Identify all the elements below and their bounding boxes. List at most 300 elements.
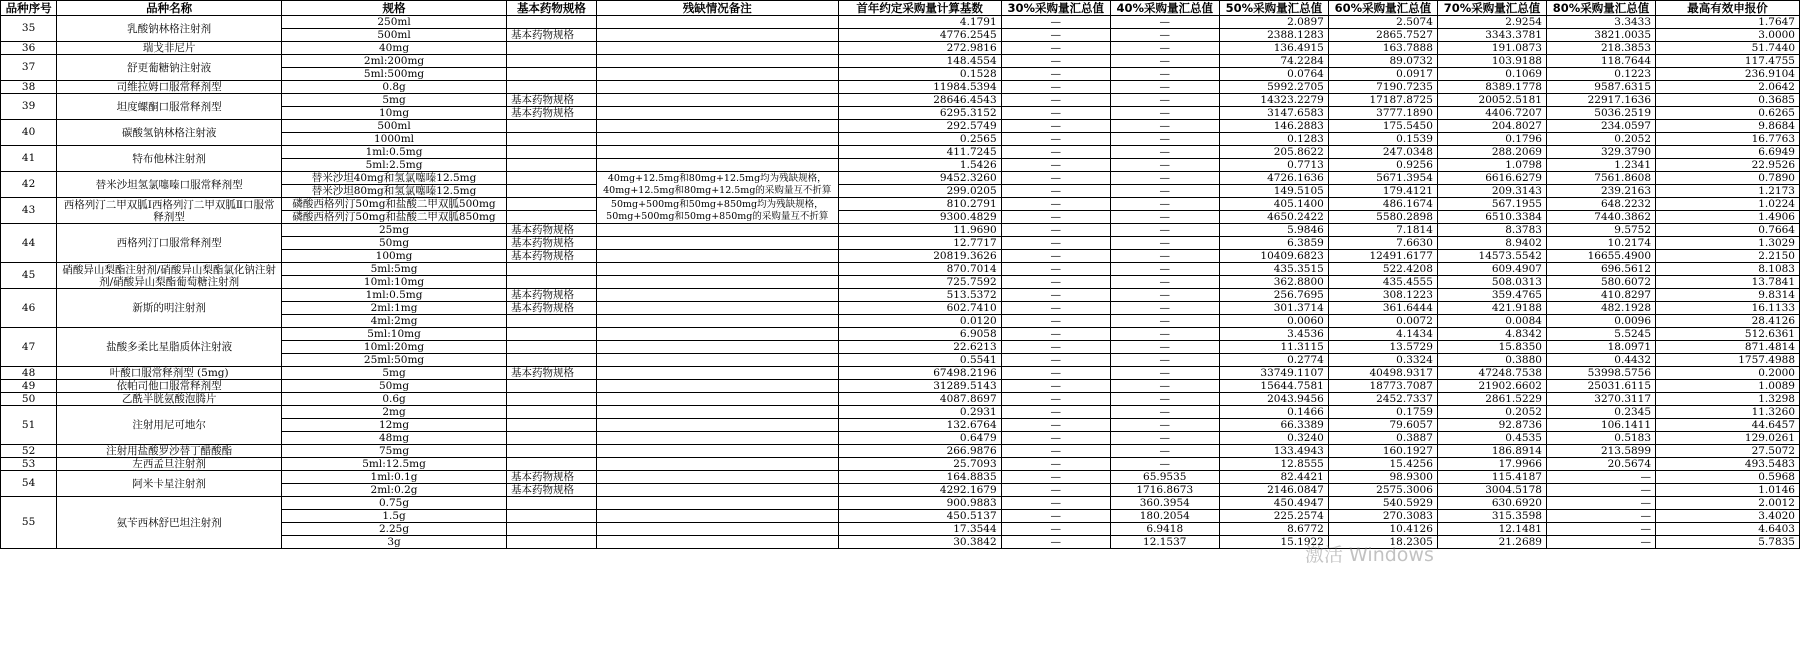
item-number-cell: 48: [1, 367, 57, 380]
base-quantity-cell: 6295.3152: [838, 107, 1001, 120]
basic-spec-cell: [506, 458, 596, 471]
quantity-60-cell: 540.5929: [1328, 497, 1437, 510]
spec-cell: 5mg: [282, 94, 507, 107]
quantity-60-cell: 2.5074: [1328, 16, 1437, 29]
basic-spec-cell: 基本药物规格: [506, 107, 596, 120]
max-price-cell: 1757.4988: [1656, 354, 1800, 367]
quantity-60-cell: 5671.3954: [1328, 172, 1437, 185]
quantity-60-cell: 40498.9317: [1328, 367, 1437, 380]
quantity-70-cell: 4.8342: [1437, 328, 1546, 341]
drug-name-cell: 乙酰半胱氨酸泡腾片: [57, 393, 282, 406]
spec-cell: 10mg: [282, 107, 507, 120]
base-quantity-cell: 20819.3626: [838, 250, 1001, 263]
base-quantity-cell: 272.9816: [838, 42, 1001, 55]
quantity-60-cell: 2575.3006: [1328, 484, 1437, 497]
quantity-40-cell: —: [1110, 107, 1219, 120]
quantity-80-cell: 20.5674: [1546, 458, 1655, 471]
windows-activation-watermark: 激活 Windows: [1305, 544, 1434, 566]
shortage-note-cell: [596, 289, 838, 302]
basic-spec-cell: [506, 497, 596, 510]
basic-spec-cell: 基本药物规格: [506, 94, 596, 107]
quantity-70-cell: 21.2689: [1437, 536, 1546, 549]
table-row: [1, 120, 1800, 133]
shortage-note-cell: [596, 341, 838, 354]
max-price-cell: 236.9104: [1656, 68, 1800, 81]
basic-spec-cell: [506, 419, 596, 432]
shortage-note-cell: [596, 367, 838, 380]
quantity-50-cell: 15.1922: [1219, 536, 1328, 549]
table-row: [1, 367, 1800, 380]
max-price-cell: 0.7890: [1656, 172, 1800, 185]
quantity-30-cell: —: [1001, 250, 1110, 263]
quantity-30-cell: —: [1001, 510, 1110, 523]
base-quantity-cell: 4776.2545: [838, 29, 1001, 42]
spec-cell: 5ml:12.5mg: [282, 458, 507, 471]
table-row: [1, 198, 1800, 211]
spec-cell: 3g: [282, 536, 507, 549]
table-row: [1, 172, 1800, 185]
quantity-60-cell: 522.4208: [1328, 263, 1437, 276]
spec-cell: 40mg: [282, 42, 507, 55]
quantity-80-cell: 648.2232: [1546, 198, 1655, 211]
spec-cell: 替米沙坦80mg和氢氯噻嗪12.5mg: [282, 185, 507, 198]
basic-spec-cell: [506, 198, 596, 211]
quantity-40-cell: —: [1110, 302, 1219, 315]
basic-spec-cell: [506, 172, 596, 185]
spec-cell: 5ml:500mg: [282, 68, 507, 81]
quantity-70-cell: 0.1796: [1437, 133, 1546, 146]
shortage-note-cell: [596, 16, 838, 29]
max-price-cell: 3.0000: [1656, 29, 1800, 42]
quantity-60-cell: 160.1927: [1328, 445, 1437, 458]
quantity-50-cell: 3147.6583: [1219, 107, 1328, 120]
drug-name-cell: 司维拉姆口服常释剂型: [57, 81, 282, 94]
drug-name-cell: 阿米卡星注射剂: [57, 471, 282, 497]
table-row: [1, 81, 1800, 94]
quantity-80-cell: 0.2345: [1546, 406, 1655, 419]
quantity-30-cell: —: [1001, 55, 1110, 68]
basic-spec-cell: [506, 536, 596, 549]
quantity-80-cell: 213.5899: [1546, 445, 1655, 458]
quantity-30-cell: —: [1001, 172, 1110, 185]
max-price-cell: 13.7841: [1656, 276, 1800, 289]
quantity-30-cell: —: [1001, 107, 1110, 120]
item-number-cell: 37: [1, 55, 57, 81]
quantity-80-cell: 18.0971: [1546, 341, 1655, 354]
drug-name-cell: 左西孟旦注射剂: [57, 458, 282, 471]
quantity-60-cell: 17187.8725: [1328, 94, 1437, 107]
column-header: 规格: [282, 1, 507, 16]
shortage-note-cell: [596, 432, 838, 445]
quantity-60-cell: 435.4555: [1328, 276, 1437, 289]
quantity-30-cell: —: [1001, 484, 1110, 497]
max-price-cell: 16.1133: [1656, 302, 1800, 315]
spec-cell: 0.8g: [282, 81, 507, 94]
spec-cell: 1000ml: [282, 133, 507, 146]
quantity-30-cell: —: [1001, 471, 1110, 484]
column-header: 基本药物规格: [506, 1, 596, 16]
max-price-cell: 871.4814: [1656, 341, 1800, 354]
quantity-30-cell: —: [1001, 16, 1110, 29]
drug-name-cell: 注射用盐酸罗沙替丁醋酸酯: [57, 445, 282, 458]
quantity-50-cell: 225.2574: [1219, 510, 1328, 523]
spec-cell: 100mg: [282, 250, 507, 263]
spec-cell: 2ml:1mg: [282, 302, 507, 315]
quantity-30-cell: —: [1001, 367, 1110, 380]
item-number-cell: 47: [1, 328, 57, 367]
quantity-40-cell: —: [1110, 406, 1219, 419]
max-price-cell: 129.0261: [1656, 432, 1800, 445]
spec-cell: 2mg: [282, 406, 507, 419]
quantity-40-cell: —: [1110, 289, 1219, 302]
spec-cell: 50mg: [282, 380, 507, 393]
item-number-cell: 54: [1, 471, 57, 497]
quantity-80-cell: 7440.3862: [1546, 211, 1655, 224]
spec-cell: 磷酸西格列汀50mg和盐酸二甲双胍850mg: [282, 211, 507, 224]
table-row: [1, 94, 1800, 107]
quantity-60-cell: 13.5729: [1328, 341, 1437, 354]
quantity-40-cell: —: [1110, 94, 1219, 107]
quantity-60-cell: 12491.6177: [1328, 250, 1437, 263]
column-header: 60%采购量汇总值: [1328, 1, 1437, 16]
base-quantity-cell: 4292.1679: [838, 484, 1001, 497]
base-quantity-cell: 164.8835: [838, 471, 1001, 484]
max-price-cell: 117.4755: [1656, 55, 1800, 68]
quantity-60-cell: 5580.2898: [1328, 211, 1437, 224]
quantity-80-cell: 3821.0035: [1546, 29, 1655, 42]
spec-cell: 12mg: [282, 419, 507, 432]
column-header: 首年约定采购量计算基数: [838, 1, 1001, 16]
quantity-70-cell: 14573.5542: [1437, 250, 1546, 263]
table-row: [1, 380, 1800, 393]
shortage-note-cell: [596, 510, 838, 523]
quantity-50-cell: 82.4421: [1219, 471, 1328, 484]
max-price-cell: 22.9526: [1656, 159, 1800, 172]
max-price-cell: 1.3029: [1656, 237, 1800, 250]
table-row: [1, 263, 1800, 276]
spec-cell: 0.6g: [282, 393, 507, 406]
shortage-note-cell: [596, 250, 838, 263]
base-quantity-cell: 9452.3260: [838, 172, 1001, 185]
quantity-30-cell: —: [1001, 328, 1110, 341]
quantity-50-cell: 3.4536: [1219, 328, 1328, 341]
quantity-40-cell: —: [1110, 263, 1219, 276]
basic-spec-cell: [506, 445, 596, 458]
quantity-30-cell: —: [1001, 406, 1110, 419]
shortage-note-cell: [596, 523, 838, 536]
basic-spec-cell: [506, 328, 596, 341]
spec-cell: 25ml:50mg: [282, 354, 507, 367]
spec-cell: 10ml:10mg: [282, 276, 507, 289]
quantity-40-cell: —: [1110, 29, 1219, 42]
quantity-50-cell: 405.1400: [1219, 198, 1328, 211]
quantity-70-cell: 12.1481: [1437, 523, 1546, 536]
spec-cell: 1ml:0.1g: [282, 471, 507, 484]
max-price-cell: 4.6403: [1656, 523, 1800, 536]
basic-spec-cell: [506, 315, 596, 328]
quantity-50-cell: 256.7695: [1219, 289, 1328, 302]
drug-name-cell: 坦度螺酮口服常释剂型: [57, 94, 282, 120]
quantity-50-cell: 14323.2279: [1219, 94, 1328, 107]
quantity-80-cell: 239.2163: [1546, 185, 1655, 198]
spec-cell: 4ml:2mg: [282, 315, 507, 328]
quantity-30-cell: —: [1001, 458, 1110, 471]
quantity-80-cell: 7561.8608: [1546, 172, 1655, 185]
shortage-note-cell: [596, 328, 838, 341]
spec-cell: 5ml:2.5mg: [282, 159, 507, 172]
item-number-cell: 52: [1, 445, 57, 458]
shortage-note-cell: [596, 224, 838, 237]
spec-cell: 500ml: [282, 120, 507, 133]
quantity-60-cell: 10.4126: [1328, 523, 1437, 536]
item-number-cell: 40: [1, 120, 57, 146]
quantity-40-cell: —: [1110, 432, 1219, 445]
base-quantity-cell: 4.1791: [838, 16, 1001, 29]
quantity-70-cell: 630.6920: [1437, 497, 1546, 510]
quantity-30-cell: —: [1001, 341, 1110, 354]
shortage-note-cell: [596, 276, 838, 289]
item-number-cell: 35: [1, 16, 57, 42]
quantity-40-cell: —: [1110, 354, 1219, 367]
drug-name-cell: 新斯的明注射剂: [57, 289, 282, 328]
quantity-50-cell: 0.0764: [1219, 68, 1328, 81]
table-row: [1, 328, 1800, 341]
spec-cell: 5ml:10mg: [282, 328, 507, 341]
quantity-50-cell: 4650.2422: [1219, 211, 1328, 224]
spec-cell: 50mg: [282, 237, 507, 250]
spec-cell: 2.25g: [282, 523, 507, 536]
table-row: [1, 55, 1800, 68]
base-quantity-cell: 513.5372: [838, 289, 1001, 302]
quantity-40-cell: —: [1110, 198, 1219, 211]
basic-spec-cell: [506, 380, 596, 393]
max-price-cell: 11.3260: [1656, 406, 1800, 419]
quantity-30-cell: —: [1001, 523, 1110, 536]
base-quantity-cell: 292.5749: [838, 120, 1001, 133]
quantity-30-cell: —: [1001, 237, 1110, 250]
max-price-cell: 1.2173: [1656, 185, 1800, 198]
drug-name-cell: 西格列汀口服常释剂型: [57, 224, 282, 263]
drug-name-cell: 特布他林注射剂: [57, 146, 282, 172]
spec-cell: 1ml:0.5mg: [282, 289, 507, 302]
table-row: [1, 393, 1800, 406]
shortage-note-cell: [596, 55, 838, 68]
basic-spec-cell: 基本药物规格: [506, 471, 596, 484]
quantity-50-cell: 0.1466: [1219, 406, 1328, 419]
quantity-60-cell: 7190.7235: [1328, 81, 1437, 94]
quantity-40-cell: —: [1110, 211, 1219, 224]
quantity-40-cell: 65.9535: [1110, 471, 1219, 484]
quantity-70-cell: 0.1069: [1437, 68, 1546, 81]
basic-spec-cell: [506, 146, 596, 159]
base-quantity-cell: 30.3842: [838, 536, 1001, 549]
base-quantity-cell: 0.2565: [838, 133, 1001, 146]
quantity-50-cell: 4726.1636: [1219, 172, 1328, 185]
quantity-40-cell: —: [1110, 328, 1219, 341]
quantity-60-cell: 361.6444: [1328, 302, 1437, 315]
quantity-70-cell: 2.9254: [1437, 16, 1546, 29]
base-quantity-cell: 0.5541: [838, 354, 1001, 367]
base-quantity-cell: 299.0205: [838, 185, 1001, 198]
drug-name-cell: 舒更葡糖钠注射液: [57, 55, 282, 81]
quantity-40-cell: 180.2054: [1110, 510, 1219, 523]
quantity-80-cell: 410.8297: [1546, 289, 1655, 302]
base-quantity-cell: 132.6764: [838, 419, 1001, 432]
max-price-cell: 51.7440: [1656, 42, 1800, 55]
quantity-70-cell: 1.0798: [1437, 159, 1546, 172]
quantity-40-cell: —: [1110, 185, 1219, 198]
quantity-70-cell: 8389.1778: [1437, 81, 1546, 94]
quantity-60-cell: 2452.7337: [1328, 393, 1437, 406]
quantity-70-cell: 6510.3384: [1437, 211, 1546, 224]
basic-spec-cell: [506, 354, 596, 367]
quantity-60-cell: 0.3324: [1328, 354, 1437, 367]
quantity-50-cell: 2.0897: [1219, 16, 1328, 29]
quantity-80-cell: 482.1928: [1546, 302, 1655, 315]
quantity-60-cell: 18.2305: [1328, 536, 1437, 549]
shortage-note-cell: [596, 406, 838, 419]
drug-name-cell: 依帕司他口服常释剂型: [57, 380, 282, 393]
quantity-80-cell: 106.1411: [1546, 419, 1655, 432]
quantity-60-cell: 7.1814: [1328, 224, 1437, 237]
quantity-30-cell: —: [1001, 29, 1110, 42]
quantity-70-cell: 191.0873: [1437, 42, 1546, 55]
quantity-70-cell: 6616.6279: [1437, 172, 1546, 185]
table-row: [1, 146, 1800, 159]
basic-spec-cell: [506, 42, 596, 55]
quantity-50-cell: 5.9846: [1219, 224, 1328, 237]
quantity-80-cell: —: [1546, 471, 1655, 484]
quantity-60-cell: 3777.1890: [1328, 107, 1437, 120]
max-price-cell: 3.4020: [1656, 510, 1800, 523]
quantity-50-cell: 0.7713: [1219, 159, 1328, 172]
basic-spec-cell: 基本药物规格: [506, 367, 596, 380]
item-number-cell: 44: [1, 224, 57, 263]
quantity-30-cell: —: [1001, 393, 1110, 406]
quantity-30-cell: —: [1001, 68, 1110, 81]
column-header: 70%采购量汇总值: [1437, 1, 1546, 16]
basic-spec-cell: 基本药物规格: [506, 484, 596, 497]
quantity-80-cell: 696.5612: [1546, 263, 1655, 276]
quantity-80-cell: —: [1546, 510, 1655, 523]
max-price-cell: 28.4126: [1656, 315, 1800, 328]
shortage-note-cell: [596, 419, 838, 432]
quantity-50-cell: 136.4915: [1219, 42, 1328, 55]
basic-spec-cell: [506, 120, 596, 133]
quantity-50-cell: 362.8800: [1219, 276, 1328, 289]
quantity-50-cell: 66.3389: [1219, 419, 1328, 432]
quantity-30-cell: —: [1001, 185, 1110, 198]
max-price-cell: 1.0146: [1656, 484, 1800, 497]
quantity-80-cell: —: [1546, 536, 1655, 549]
spec-cell: 5mg: [282, 367, 507, 380]
table-row: [1, 224, 1800, 237]
quantity-30-cell: —: [1001, 94, 1110, 107]
base-quantity-cell: 1.5426: [838, 159, 1001, 172]
quantity-50-cell: 0.3240: [1219, 432, 1328, 445]
quantity-60-cell: 2865.7527: [1328, 29, 1437, 42]
quantity-50-cell: 12.8555: [1219, 458, 1328, 471]
spec-cell: 25mg: [282, 224, 507, 237]
quantity-80-cell: 118.7644: [1546, 55, 1655, 68]
max-price-cell: 16.7763: [1656, 133, 1800, 146]
base-quantity-cell: 411.7245: [838, 146, 1001, 159]
item-number-cell: 41: [1, 146, 57, 172]
column-header: 品种序号: [1, 1, 57, 16]
column-header: 50%采购量汇总值: [1219, 1, 1328, 16]
quantity-70-cell: 8.9402: [1437, 237, 1546, 250]
basic-spec-cell: [506, 263, 596, 276]
quantity-40-cell: —: [1110, 16, 1219, 29]
item-number-cell: 38: [1, 81, 57, 94]
quantity-80-cell: 0.2052: [1546, 133, 1655, 146]
quantity-40-cell: —: [1110, 250, 1219, 263]
quantity-30-cell: —: [1001, 146, 1110, 159]
spec-cell: 2ml:200mg: [282, 55, 507, 68]
quantity-50-cell: 146.2883: [1219, 120, 1328, 133]
spec-cell: 1ml:0.5mg: [282, 146, 507, 159]
quantity-70-cell: 0.2052: [1437, 406, 1546, 419]
basic-spec-cell: 基本药物规格: [506, 237, 596, 250]
base-quantity-cell: 0.0120: [838, 315, 1001, 328]
base-quantity-cell: 870.7014: [838, 263, 1001, 276]
column-header: 残缺情况备注: [596, 1, 838, 16]
quantity-70-cell: 209.3143: [1437, 185, 1546, 198]
quantity-60-cell: 308.1223: [1328, 289, 1437, 302]
spec-cell: 75mg: [282, 445, 507, 458]
drug-name-cell: 西格列汀二甲双胍Ⅰ西格列汀二甲双胍Ⅱ口服常释剂型: [57, 198, 282, 224]
quantity-60-cell: 0.3887: [1328, 432, 1437, 445]
item-number-cell: 53: [1, 458, 57, 471]
shortage-note-cell: [596, 445, 838, 458]
quantity-60-cell: 7.6630: [1328, 237, 1437, 250]
quantity-80-cell: —: [1546, 523, 1655, 536]
quantity-80-cell: 22917.1636: [1546, 94, 1655, 107]
max-price-cell: 0.5968: [1656, 471, 1800, 484]
basic-spec-cell: [506, 276, 596, 289]
quantity-40-cell: —: [1110, 367, 1219, 380]
quantity-70-cell: 359.4765: [1437, 289, 1546, 302]
base-quantity-cell: 450.5137: [838, 510, 1001, 523]
base-quantity-cell: 0.6479: [838, 432, 1001, 445]
quantity-30-cell: —: [1001, 133, 1110, 146]
quantity-80-cell: 16655.4900: [1546, 250, 1655, 263]
quantity-30-cell: —: [1001, 289, 1110, 302]
quantity-30-cell: —: [1001, 380, 1110, 393]
quantity-80-cell: 5.5245: [1546, 328, 1655, 341]
shortage-note-cell: [596, 42, 838, 55]
base-quantity-cell: 0.2931: [838, 406, 1001, 419]
basic-spec-cell: 基本药物规格: [506, 250, 596, 263]
quantity-40-cell: —: [1110, 55, 1219, 68]
item-number-cell: 55: [1, 497, 57, 549]
quantity-40-cell: —: [1110, 315, 1219, 328]
quantity-60-cell: 15.4256: [1328, 458, 1437, 471]
quantity-40-cell: —: [1110, 224, 1219, 237]
item-number-cell: 46: [1, 289, 57, 328]
table-row: [1, 406, 1800, 419]
quantity-50-cell: 0.2774: [1219, 354, 1328, 367]
basic-spec-cell: [506, 55, 596, 68]
base-quantity-cell: 725.7592: [838, 276, 1001, 289]
max-price-cell: 27.5072: [1656, 445, 1800, 458]
basic-spec-cell: 基本药物规格: [506, 302, 596, 315]
table-row: [1, 16, 1800, 29]
drug-name-cell: 瑞戈非尼片: [57, 42, 282, 55]
shortage-note-cell: [596, 81, 838, 94]
drug-name-cell: 碳酸氢钠林格注射液: [57, 120, 282, 146]
quantity-50-cell: 0.1283: [1219, 133, 1328, 146]
